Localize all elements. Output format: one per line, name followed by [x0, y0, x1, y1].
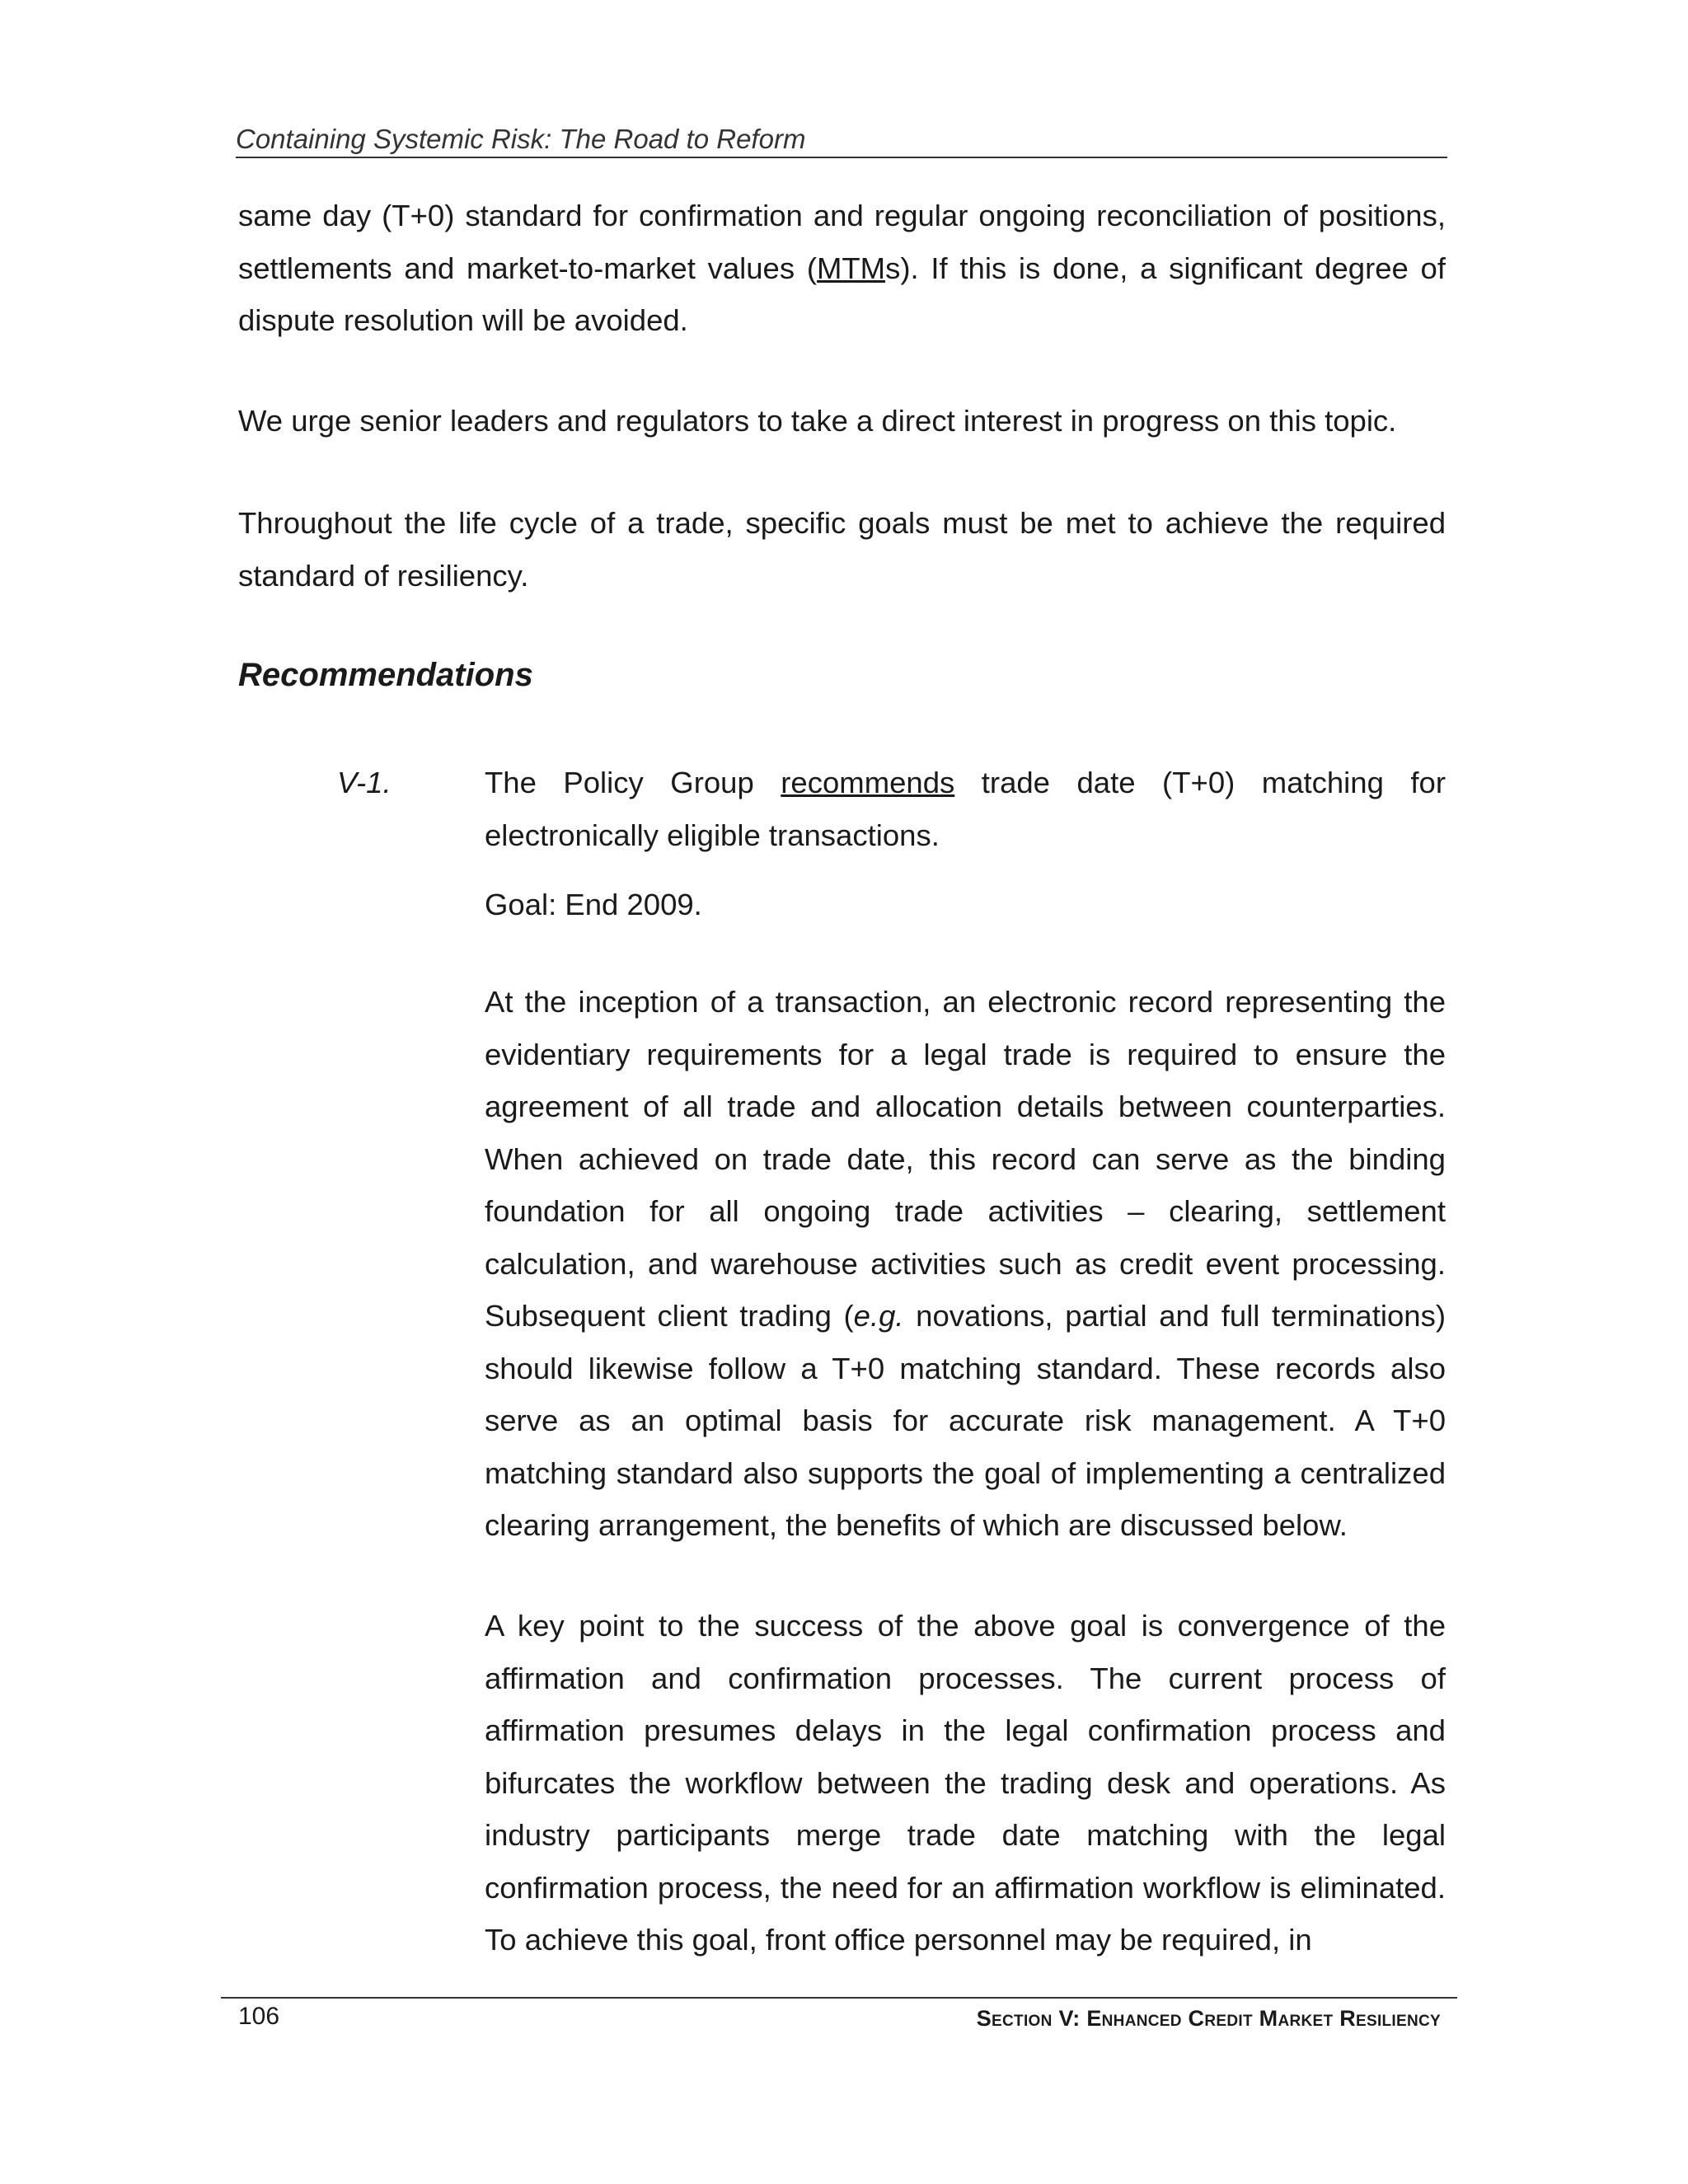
body-paragraph-2: We urge senior leaders and regulators to take a direct interest in progress on this topic.: [238, 404, 1397, 438]
recommendation-statement: [485, 757, 1446, 861]
recommendation-discussion-2: A key point to the success of the above goal is convergence of the affirmation and confirmation processes. The current process of affirmation presumes delays in the legal confirmation process and bifurcates the workflow between the trading desk and operations. As industry participants merge trade date matching with the legal confirmation process, the need for an affirmation workflow is eliminated. To achieve this goal, front office personnel may be required, in: [485, 1609, 1446, 1957]
eg-abbreviation: e.g.: [853, 1299, 904, 1333]
recommendation-discussion-1: [485, 976, 1446, 1552]
recommendation-goal: Goal: End 2009.: [485, 888, 702, 921]
recommendations-heading: Recommendations: [238, 657, 533, 693]
recommendation-number: V-1.: [337, 766, 392, 799]
page-number: 106: [238, 2003, 280, 2030]
body-paragraph-1-text-end: s). If this is done, a significant degree of dispute resolution will be avoided.: [238, 251, 1446, 337]
body-paragraph-3: Throughout the life cycle of a trade, specific goals must be met to achieve the required standard of resiliency.: [238, 506, 1446, 593]
footer-section-title: Section V: Enhanced Credit Market Resiliency: [976, 2006, 1441, 2031]
discussion-1-text: At the inception of a transaction, an electronic record representing the evidentiary requirements for a legal trade is required to ensure the agreement of all trade and allocation details between counterparties. When achieved on trade date, this record can serve as the binding foundation for all ongoing trade activities – clearing, settlement calculation, and warehouse activities such as credit event processing. Subsequent client trading (: [485, 985, 1446, 1333]
body-paragraph-1: [238, 190, 1446, 347]
body-paragraph-1-text: same day (T+0) standard for confirmation and regular ongoing reconciliation of positions, settlements and market-to-market values (: [238, 199, 1446, 285]
footer-divider: [221, 1997, 1457, 1999]
recommends-keyword: recommends: [781, 766, 955, 799]
recommendation-statement-end: trade date (T+0) matching for electronically eligible transactions.: [485, 766, 1447, 852]
mtm-abbreviation: MTM: [816, 251, 886, 285]
recommendation-statement-start: The Policy Group: [485, 766, 781, 799]
discussion-1-text-end: novations, partial and full terminations) should likewise follow a T+0 matching standard. These records also serve as an optimal basis for accurate risk management. A T+0 matching standard also supports the goal of implementing a centralized clearing arrangement, the benefits of which are discussed below.: [485, 1299, 1446, 1542]
running-head-title: Containing Systemic Risk: The Road to Reform: [236, 124, 1447, 158]
